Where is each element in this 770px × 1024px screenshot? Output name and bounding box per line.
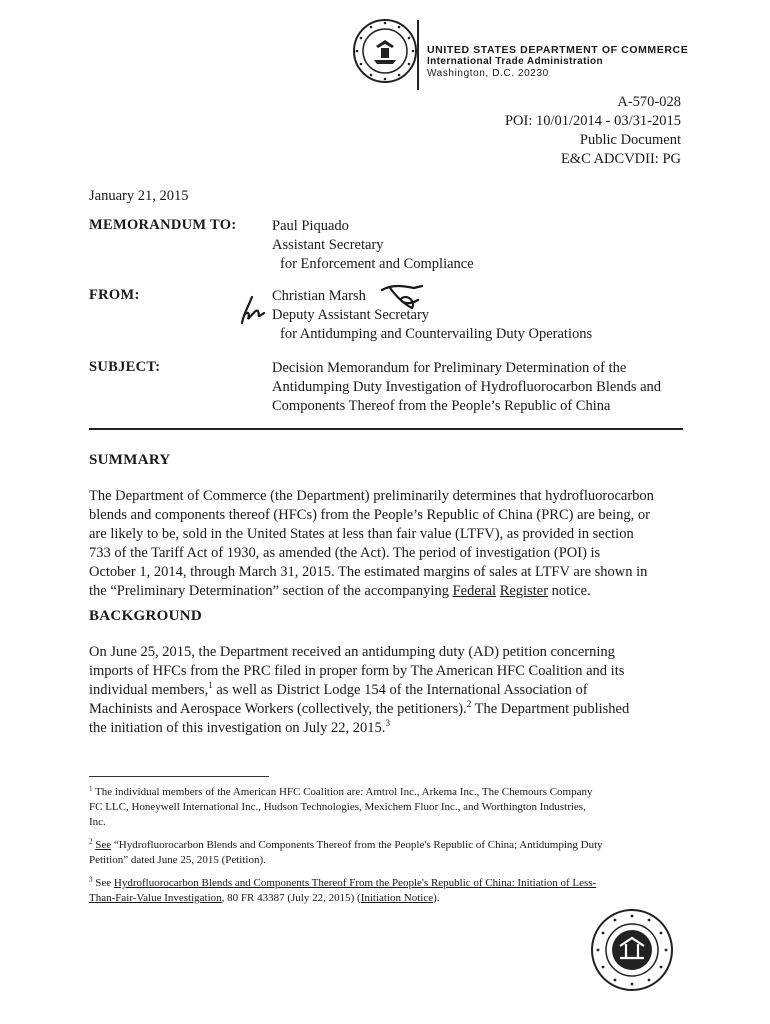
text-run: The Department published bbox=[471, 701, 630, 717]
footnote-2 bbox=[89, 838, 689, 868]
paragraph-line: blends and components thereof (HFCs) from the People’s Republic of China (PRC) are being, or bbox=[89, 507, 650, 523]
from-label: FROM: bbox=[89, 287, 140, 303]
memo-date: January 21, 2015 bbox=[89, 188, 189, 204]
paragraph-line: imports of HFCs from the PRC filed in proper form by The American HFC Coalition and its bbox=[89, 663, 625, 679]
footnote-number: 1 bbox=[89, 784, 93, 793]
footnote-ref: 3 bbox=[385, 718, 390, 729]
text-run: Machinists and Aerospace Workers (collectively, the petitioners). bbox=[89, 701, 467, 717]
sender-name: Christian Marsh bbox=[272, 288, 366, 304]
office-code: E&C ADCVDII: PG bbox=[560, 151, 681, 167]
background-heading: BACKGROUND bbox=[89, 608, 203, 624]
footnote-number: 3 bbox=[89, 875, 93, 884]
paragraph-line: 733 of the Tariff Act of 1930, as amended (the Act). The period of investigation (POI) is bbox=[89, 545, 601, 561]
footnote-ref: 1 bbox=[208, 680, 213, 691]
recipient-title: Assistant Secretary bbox=[272, 237, 384, 253]
case-number: A-570-028 bbox=[617, 94, 681, 110]
footnote-ref: 2 bbox=[466, 699, 472, 710]
footnote-1 bbox=[89, 785, 689, 830]
sender-title-line2: for Antidumping and Countervailing Duty Operations bbox=[280, 326, 593, 342]
footnote-text: FC LLC, Honeywell International Inc., Hudson Technologies, Mexichem Fluor Inc., and Worthington Industries, bbox=[89, 801, 586, 813]
subject-label: SUBJECT: bbox=[89, 359, 161, 375]
reference-block bbox=[505, 93, 681, 169]
paragraph-line bbox=[89, 681, 689, 700]
header-divider bbox=[89, 428, 683, 430]
footnote-3 bbox=[89, 876, 689, 906]
footnote-number: 2 bbox=[89, 837, 93, 846]
subject-line: Antidumping Duty Investigation of Hydrofluorocarbon Blends and bbox=[272, 379, 662, 395]
citation-title[interactable]: Hydrofluorocarbon Blends and Components Thereof From the People's Republic of China: Initiation of Less- bbox=[113, 877, 597, 889]
recipient-title-line2: for Enforcement and Compliance bbox=[280, 256, 474, 272]
subject-line: Decision Memorandum for Preliminary Determination of the bbox=[272, 360, 627, 376]
footnote-text: , 80 FR 43387 (July 22, 2015) ( bbox=[221, 892, 361, 904]
commerce-seal-icon bbox=[352, 18, 418, 84]
federal-text: Federal bbox=[452, 583, 497, 599]
letterhead bbox=[427, 44, 688, 80]
memo-to-label: MEMORANDUM TO: bbox=[89, 217, 237, 233]
citation-title[interactable]: Than-Fair-Value Investigation bbox=[89, 892, 222, 904]
footnote-text: “Hydrofluorocarbon Blends and Components Thereof from the People's Republic of China; Antidumping Duty bbox=[111, 839, 603, 851]
agency-name: International Trade Administration bbox=[427, 56, 604, 67]
subject-line: Components Thereof from the People’s Republic of China bbox=[272, 398, 611, 414]
text-run: as well as District Lodge 154 of the International Association of bbox=[212, 682, 588, 698]
period-of-investigation: POI: 10/01/2014 - 03/31-2015 bbox=[504, 113, 681, 129]
background-paragraph bbox=[89, 643, 689, 738]
paragraph-line: The Department of Commerce (the Department) preliminarily determines that hydrofluorocarbon bbox=[89, 488, 654, 504]
footnote-text: Petition” dated June 25, 2015 (Petition). bbox=[89, 854, 266, 866]
paragraph-line: On June 25, 2015, the Department received an antidumping duty (AD) petition concerning bbox=[89, 644, 615, 660]
subject-block bbox=[272, 359, 661, 416]
see-link[interactable]: See bbox=[95, 839, 112, 851]
recipient-name: Paul Piquado bbox=[272, 218, 349, 234]
initiation-notice-link[interactable]: Initiation Notice bbox=[360, 892, 434, 904]
document-type: Public Document bbox=[579, 132, 681, 148]
footnote-divider bbox=[89, 776, 269, 777]
footnote-text: The individual members of the American HFC Coalition are: Amtrol Inc., Arkema Inc., The Chemours Company bbox=[92, 786, 593, 798]
international-trade-administration-seal-icon bbox=[590, 908, 674, 992]
department-name: UNITED STATES DEPARTMENT OF COMMERCE bbox=[427, 44, 689, 56]
paragraph-line: October 1, 2014, through March 31, 2015. The estimated margins of sales at LTFV are shown in bbox=[89, 564, 648, 580]
agency-address: Washington, D.C. 20230 bbox=[427, 68, 549, 79]
paragraph-line bbox=[89, 700, 689, 719]
paragraph-line bbox=[89, 719, 689, 738]
sender-title: Deputy Assistant Secretary bbox=[272, 307, 430, 323]
summary-heading: SUMMARY bbox=[89, 452, 171, 468]
text-run: individual members, bbox=[89, 682, 209, 698]
footnote-text: Inc. bbox=[89, 816, 106, 828]
summary-paragraph bbox=[89, 487, 689, 601]
footnote-text: See bbox=[92, 877, 114, 889]
text-run: the initiation of this investigation on July 22, 2015. bbox=[89, 720, 386, 736]
letterhead-divider bbox=[417, 20, 419, 90]
footnote-text: ). bbox=[433, 892, 440, 904]
handwritten-signature-icon bbox=[378, 282, 436, 312]
paragraph-line bbox=[89, 582, 689, 601]
handwritten-initials-icon bbox=[238, 293, 268, 327]
text-run: notice. bbox=[548, 583, 591, 599]
register-text: Register bbox=[499, 583, 549, 599]
paragraph-line: are likely to be, sold in the United States at less than fair value (LTFV), as provided in section bbox=[89, 526, 634, 542]
text-run: the “Preliminary Determination” section of the accompanying bbox=[89, 583, 453, 599]
memo-to-block bbox=[272, 217, 474, 274]
